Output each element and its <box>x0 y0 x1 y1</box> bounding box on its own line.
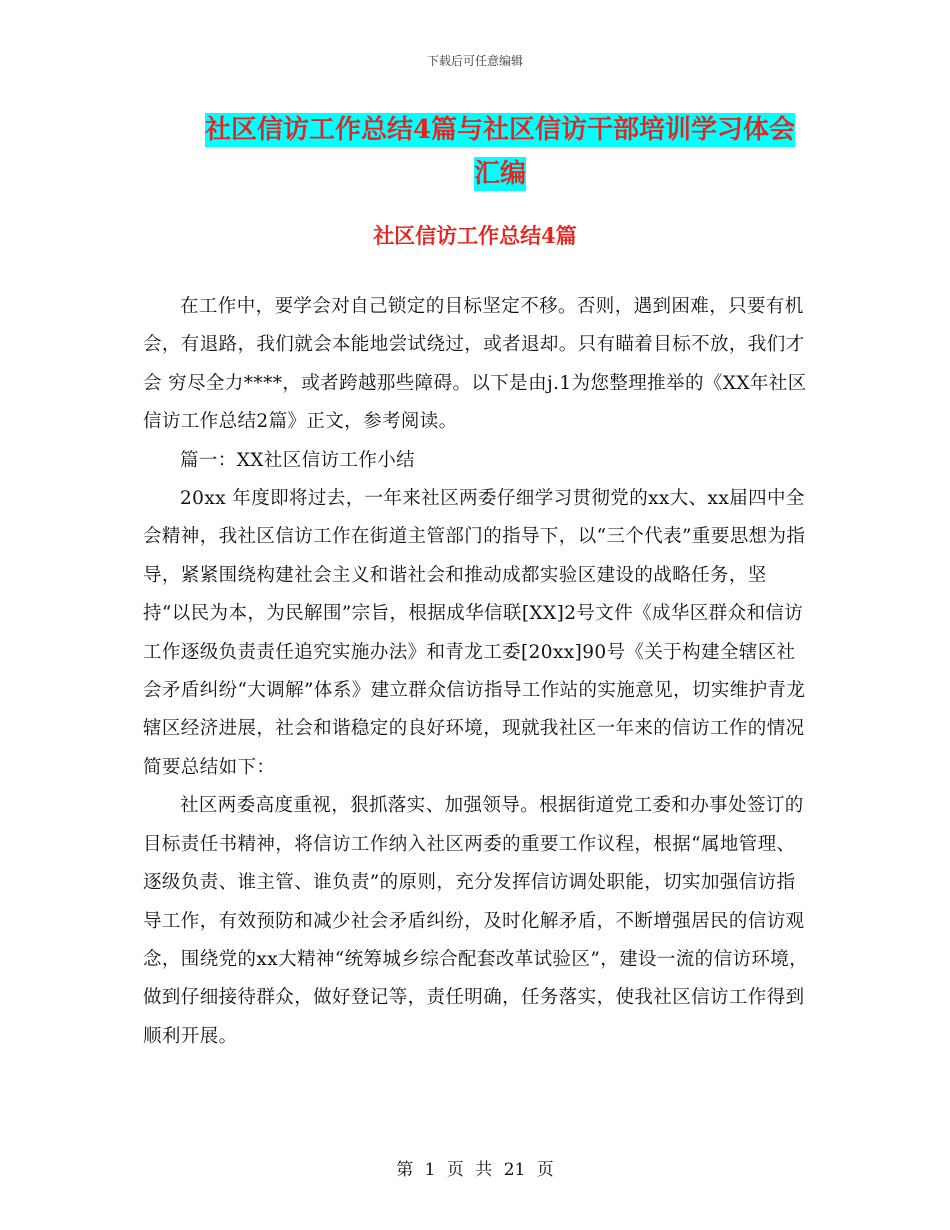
page-header-note: 下载后可任意编辑 <box>426 54 523 68</box>
document-title-line2 <box>150 152 850 196</box>
paragraph-heading: 篇一：XX社区信访工作小结 <box>180 449 416 471</box>
document-title-line1 <box>150 108 850 152</box>
title-highlight-1: 社区信访工作总结4篇与社区信访干部培训学习体会 <box>204 115 796 145</box>
title-highlight-2: 汇编 <box>473 159 526 189</box>
paragraph-leadership: 社区两委高度重视，狠抓落实、加强领导。根据街道党工委和办事处签订的目标责任书精神，将信访工作纳入社区两委的重要工作议程，根据“属地管理、逐级负责、谁主管、谁负责”的原则，充分发挥信访调处职能，切实加强信访指导工作，有效预防和减少社会矛盾纠纷，及时化解矛盾，不断增强居民的信访观念，围绕党的xx大精神“统筹城乡综合配套改革试验区”，建设一流的信访环境，做到仔细接待群众，做好登记等，责任明确，任务落实，使我社区信访工作得到顺利开展。 <box>143 795 809 1047</box>
document-body <box>143 288 811 1056</box>
paragraph-summary: 20xx 年度即将过去，一年来社区两委仔细学习贯彻党的xx大、xx届四中全会精神，我社区信访工作在街道主管部门的指导下，以“三个代表”重要思想为指导，紧紧围绕构建社会主义和谐社会和推动成都实验区建设的战略任务，坚持“以民为本，为民解围”宗旨，根据成华信联[XX]2号文件《成华区群众和信访工作逐级负责责任追究实施办法》和青龙工委[20xx]90号《关于构建全辖区社会矛盾纠纷“大调解”体系》建立群众信访指导工作站的实施意见，切实维护青龙辖区经济进展，社会和谐稳定的良好环境，现就我社区一年来的信访工作的情况简要总结如下： <box>143 488 806 778</box>
section-title: 社区信访工作总结4篇 <box>373 223 577 248</box>
page-number: 第 1 页 共 21 页 <box>396 1160 554 1180</box>
paragraph-intro: 在工作中，要学会对自己锁定的目标坚定不移。否则，遇到困难，只要有机会，有退路，我们就会本能地尝试绕过，或者退却。只有瞄着目标不放，我们才会 穷尽全力****，或者跨越那些障碍。以下是由j.1为您整理推举的《XX年社区信访工作总结2篇》正文，参考阅读。 <box>143 296 807 433</box>
